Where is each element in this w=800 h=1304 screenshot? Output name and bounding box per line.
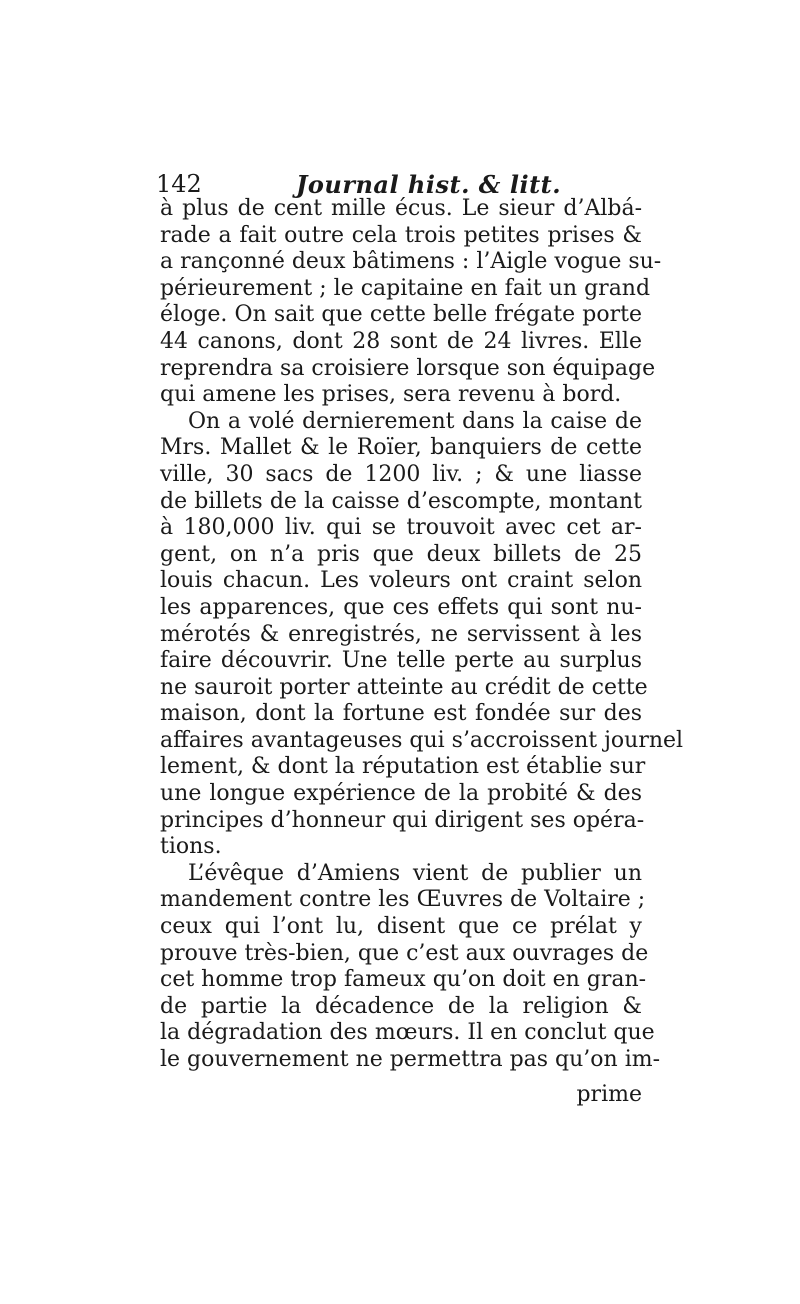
text-line: principes d’honneur qui dirigent ses opéra-: [160, 807, 645, 833]
text-line: rade a fait outre cela trois petites prises &: [160, 222, 642, 248]
paragraph-start-line: L’évêque d’Amiens vient de publier un: [188, 860, 642, 886]
text-line: cet homme trop fameux qu’on doit en gran-: [160, 967, 647, 993]
paragraph-start-line: On a volé dernierement dans la caise de: [188, 408, 642, 434]
text-line: affaires avantageuses qui s’accroissent journel: [160, 727, 684, 753]
text-line: reprendra sa croisiere lorsque son équipage: [160, 355, 656, 381]
text-line: les apparences, que ces effets qui sont nu-: [160, 594, 642, 620]
text-line: ne sauroit porter atteinte au crédit de cette: [160, 674, 648, 700]
text-line: à 180,000 liv. qui se trouvoit avec cet ar-: [160, 515, 642, 541]
text-line: maison, dont la fortune est fondée sur des: [160, 701, 642, 727]
text-line: Mrs. Mallet & le Roïer, banquiers de cette: [160, 435, 642, 461]
text-line: de billets de la caisse d’escompte, montant: [160, 488, 642, 514]
text-line: gent, on n’a pris que deux billets de 25: [160, 541, 642, 567]
text-line: qui amene les prises, sera revenu à bord.: [160, 382, 622, 408]
body-text: [160, 196, 684, 1074]
page-number: 142: [156, 170, 202, 198]
text-line: à plus de cent mille écus. Le sieur d’Albá-: [160, 196, 642, 221]
text-line: mérotés & enregistrés, ne servissent à les: [160, 621, 642, 647]
text-line: louis chacun. Les voleurs ont craint selon: [160, 568, 642, 594]
text-line: périeurement ; le capitaine en fait un grand: [160, 275, 651, 301]
text-line: le gouvernement ne permettra pas qu’on im-: [160, 1047, 661, 1072]
text-line: mandement contre les Œuvres de Voltaire ;: [160, 887, 646, 913]
text-line: prouve très-bien, que c’est aux ouvrages de: [160, 940, 649, 966]
running-title: Journal hist. & litt.: [296, 170, 562, 199]
catchword: prime: [576, 1082, 642, 1107]
text-line: 44 canons, dont 28 sont de 24 livres. Elle: [160, 328, 642, 354]
text-line: de partie la décadence de la religion &: [160, 993, 642, 1019]
text-line: ville, 30 sacs de 1200 liv. ; & une liasse: [160, 461, 642, 487]
text-line: une longue expérience de la probité & des: [160, 781, 642, 807]
text-line: ceux qui l’ont lu, disent que ce prélat y: [160, 914, 642, 940]
text-line: a rançonné deux bâtimens : l’Aigle vogue su-: [160, 249, 662, 275]
text-line: tions.: [160, 834, 222, 860]
text-line: faire découvrir. Une telle perte au surplus: [160, 648, 642, 674]
text-line: éloge. On sait que cette belle frégate porte: [160, 302, 642, 328]
text-line: la dégradation des mœurs. Il en conclut que: [160, 1020, 655, 1046]
text-line: lement, & dont la réputation est établie sur: [160, 754, 646, 780]
